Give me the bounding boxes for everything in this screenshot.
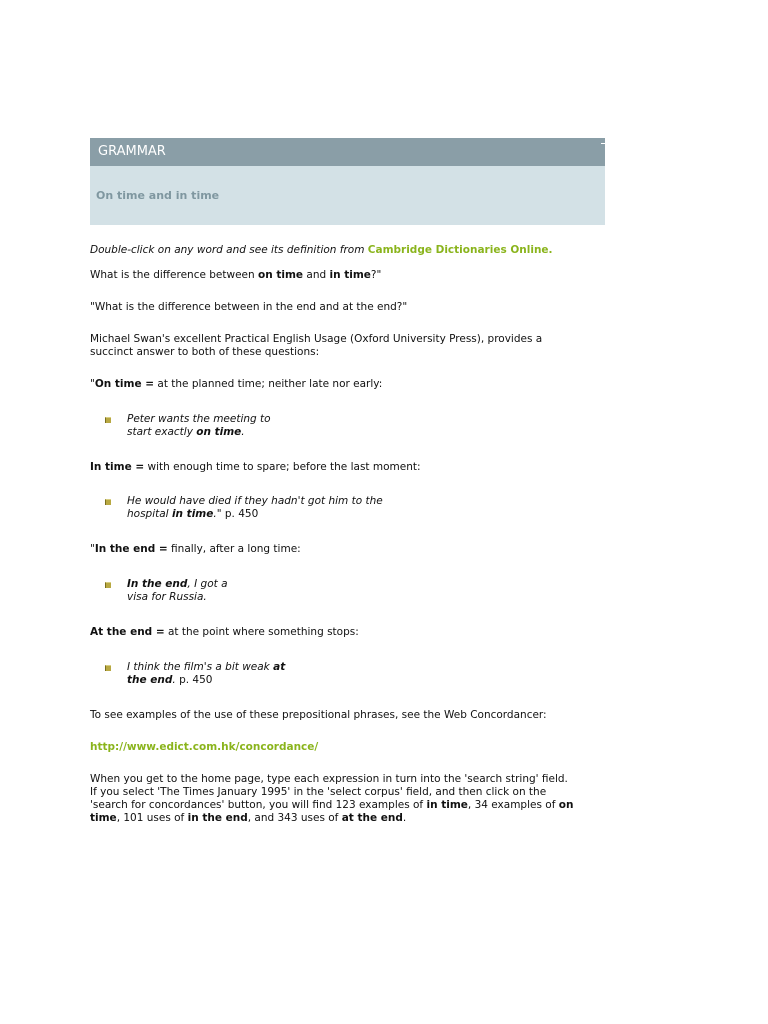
ex1-line-2: start exactly [127, 426, 197, 438]
ex2-line-2: hospital [127, 508, 172, 520]
bullet-icon [105, 499, 111, 505]
final-line-3b: , 34 examples of [467, 799, 559, 811]
def4-term: At the end = [90, 626, 165, 638]
section-header-bar [90, 138, 605, 166]
def3-quote: " [90, 543, 95, 555]
ex4-bold-1: at [273, 661, 286, 673]
def2-text: with enough time to spare; before the last moment: [144, 461, 421, 473]
final-bold-on: on [558, 799, 574, 811]
swan-line-1: Michael Swan's excellent Practical English Usage (Oxford University Press), provides a [90, 333, 543, 345]
header-tick-mark [601, 143, 605, 144]
def1-term: On time = [94, 378, 155, 390]
def4-text: at the point where something stops: [164, 626, 359, 638]
ex4-bold-2: the end [127, 674, 173, 686]
ex4-line-1: I think the film's a bit weak [127, 661, 274, 673]
bullet-icon [105, 582, 111, 588]
section-title: GRAMMAR [98, 144, 166, 159]
def2-term: In time = [90, 461, 145, 473]
definition-at-the-end [90, 626, 595, 639]
ex3-line-1: , I got a [187, 578, 228, 590]
ex3-line-2: visa for Russia. [127, 591, 207, 603]
definition-on-time [90, 378, 595, 391]
final-line-2: If you select 'The Times January 1995' in the 'select corpus' field, and then click on the [90, 786, 547, 798]
ex3-bold: In the end [127, 578, 188, 590]
article-content [90, 244, 595, 825]
q1-bold-on-time: on time [258, 269, 304, 281]
ex2-line-1: He would have died if they hadn't got him to the [127, 495, 383, 507]
example-in-time [90, 495, 595, 521]
final-bold-time: time [90, 812, 117, 824]
cambridge-dictionary-link[interactable]: Cambridge Dictionaries Online. [367, 244, 553, 256]
final-period: . [402, 812, 407, 824]
q1-pre: What is the difference between [90, 269, 259, 281]
ex1-post: . [241, 426, 245, 438]
concordancer-intro: To see examples of the use of these prepositional phrases, see the Web Concordancer: [90, 709, 547, 721]
swan-paragraph [90, 333, 595, 359]
final-line-4b: , and 343 uses of [247, 812, 342, 824]
example-at-the-end [90, 661, 595, 687]
ex2-bold: in time [171, 508, 214, 520]
example-on-time [90, 413, 595, 439]
ex4-post: . [172, 674, 176, 686]
definition-in-the-end [90, 543, 595, 556]
concordancer-url[interactable]: http://www.edict.com.hk/concordance/ [90, 741, 319, 753]
definition-in-time [90, 461, 595, 474]
final-bold-in-time: in time [426, 799, 468, 811]
concordancer-link[interactable] [90, 741, 595, 754]
q1-post: ?" [370, 269, 382, 281]
def3-text: finally, after a long time: [167, 543, 301, 555]
final-paragraph [90, 773, 595, 825]
q1-bold-in-time: in time [329, 269, 371, 281]
intro-paragraph [90, 244, 595, 257]
ex4-page-ref: p. 450 [175, 674, 213, 686]
ex1-line-1: Peter wants the meeting to [127, 413, 271, 425]
ex2-page-ref: p. 450 [221, 508, 259, 520]
article-subtitle: On time and in time [96, 189, 220, 202]
def1-text: at the planned time; neither late nor early: [154, 378, 383, 390]
ex1-bold: on time [196, 426, 242, 438]
def3-term: In the end = [94, 543, 168, 555]
def1-quote: " [90, 378, 95, 390]
bullet-icon [105, 665, 111, 671]
q1-mid: and [303, 269, 330, 281]
swan-line-2: succinct answer to both of these questions: [90, 346, 320, 358]
final-line-1: When you get to the home page, type each expression in turn into the 'search string' field. [90, 773, 568, 785]
final-line-3: 'search for concordances' button, you will find 123 examples of [90, 799, 427, 811]
ex2-post: ." [213, 508, 222, 520]
intro-text: Double-click on any word and see its definition from [90, 244, 368, 256]
final-bold-at-the-end: at the end [341, 812, 403, 824]
final-bold-in-the-end: in the end [187, 812, 248, 824]
question-in-the-end: "What is the difference between in the end and at the end?" [90, 301, 408, 313]
bullet-icon [105, 417, 111, 423]
example-in-the-end [90, 578, 595, 604]
final-line-4: , 101 uses of [116, 812, 188, 824]
article-header [90, 138, 605, 225]
question-on-time [90, 269, 595, 282]
article-subtitle-bar [90, 166, 605, 225]
